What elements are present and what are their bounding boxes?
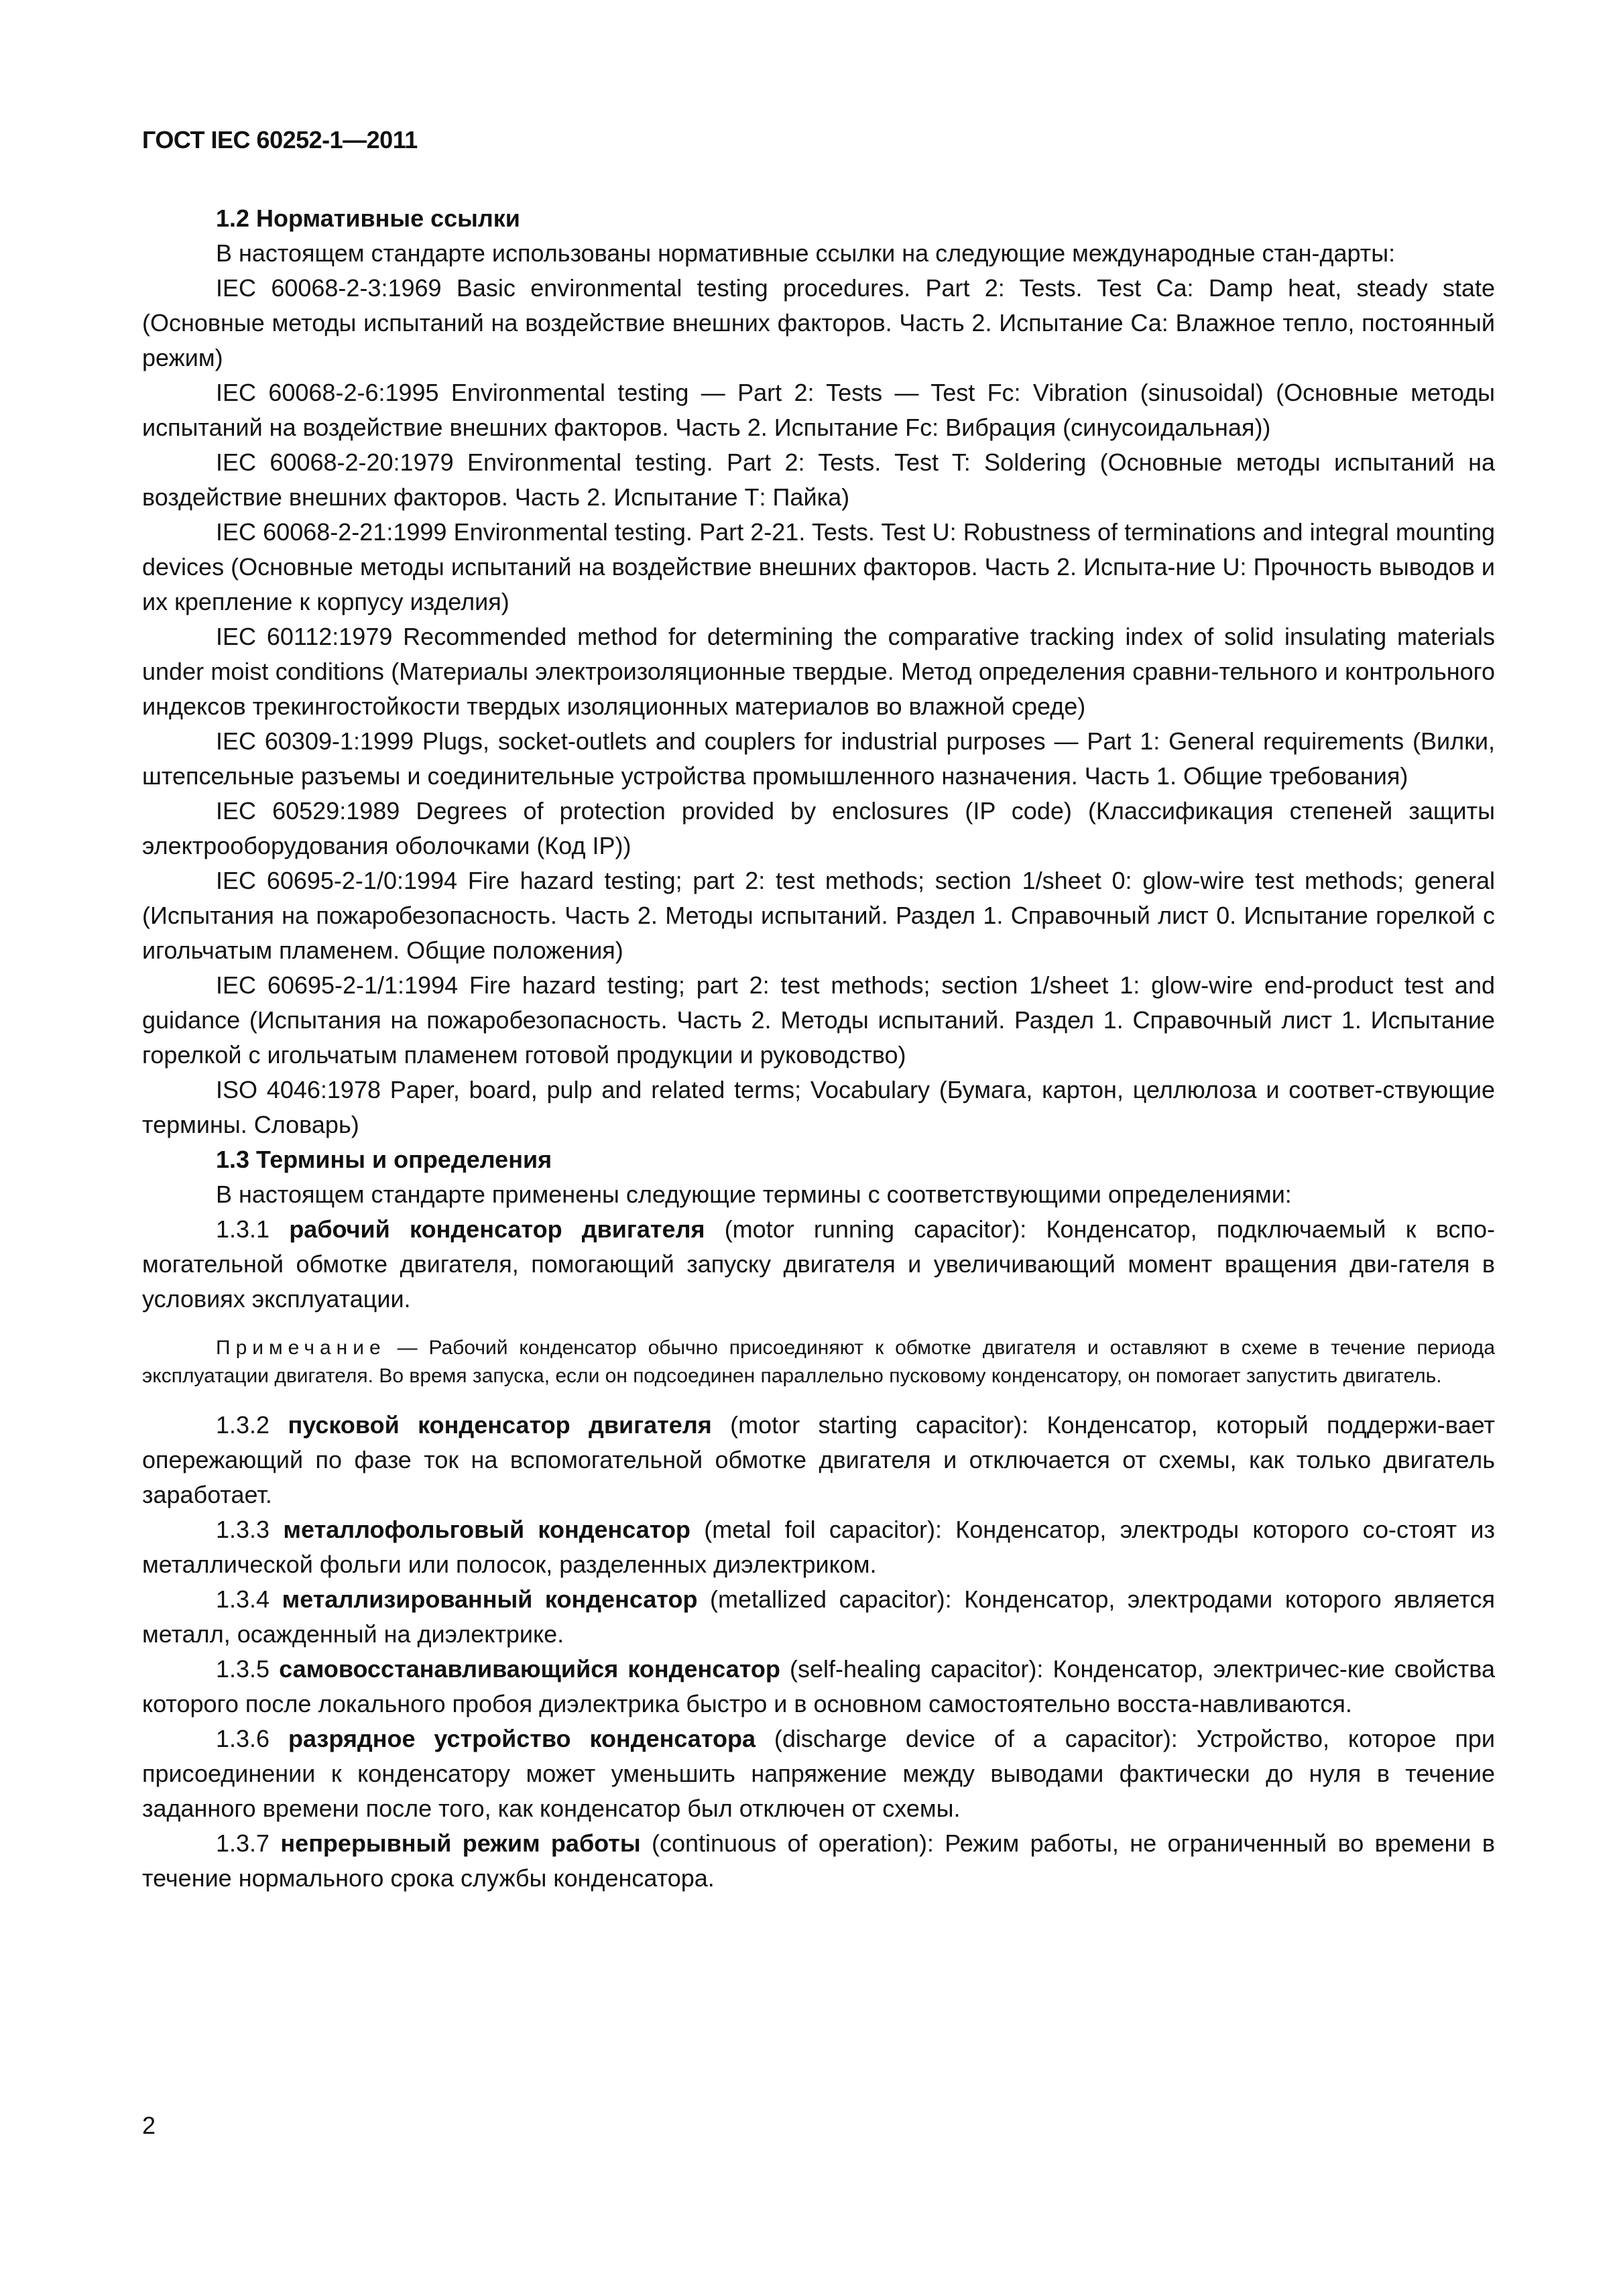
term-number: 1.3.6 [216,1725,270,1752]
term-name: самовосстанавливающийся конденсатор [279,1655,780,1683]
page-number: 2 [142,2112,156,2139]
term-definition [142,1408,1495,1512]
term-text: (motor starting capacitor): Конденсатор, который поддержи-вает опережающий по фазе ток на вспомогательной обмотке двигателя и отключается от схемы, как только двигатель заработает. [142,1411,1495,1508]
term-name: металлизированный конденсатор [282,1585,698,1613]
section-1-2-heading: 1.2 Нормативные ссылки [216,204,520,232]
term-definition [142,1512,1495,1582]
normative-reference: ISO 4046:1978 Paper, board, pulp and related terms; Vocabulary (Бумага, картон, целлюлоза и соответ-ствующие термины. Словарь) [142,1076,1495,1138]
normative-reference: IEC 60309-1:1999 Plugs, socket-outlets and couplers for industrial purposes — Part 1: General requirements (Вилки, штепсельные разъемы и соединительные устройства промышленного назначения. Часть 1. Общие требования) [142,727,1495,790]
normative-reference: IEC 60068-2-21:1999 Environmental testing. Part 2-21. Tests. Test U: Robustness of terminations and integral mounting devices (Основные методы испытаний на воздействие внешних факторов. Часть 2. Испыта-ние U: Прочность выводов и их крепление к корпусу изделия) [142,518,1495,615]
normative-reference: IEC 60068-2-3:1969 Basic environmental testing procedures. Part 2: Tests. Test Ca: Damp heat, steady state (Основные методы испытаний на воздействие внешних факторов. Часть 2. Испытание Са: Влажное тепло, постоянный режим) [142,274,1495,371]
term-name: рабочий конденсатор двигателя [289,1215,705,1243]
normative-reference: IEC 60068-2-20:1979 Environmental testing. Part 2: Tests. Test T: Soldering (Основные методы испытаний на воздействие внешних факторов. Часть 2. Испытание Т: Пайка) [142,448,1495,511]
term-number: 1.3.1 [216,1215,270,1243]
term-definition [142,1721,1495,1826]
term-name: металлофольговый конденсатор [283,1516,690,1543]
term-number: 1.3.3 [216,1516,270,1543]
term-number: 1.3.4 [216,1585,270,1613]
document-header-title: ГОСТ IEC 60252-1—2011 [142,126,418,154]
term-text: (continuous of operation): Режим работы, не ограниченный во времени в течение нормального срока службы конденсатора. [142,1829,1495,1892]
term-definition [142,1212,1495,1317]
term-definition [142,1652,1495,1721]
term-number: 1.3.5 [216,1655,270,1683]
term-text: (metal foil capacitor): Конденсатор, электроды которого со-стоят из металлической фольги или полосок, разделенных диэлектриком. [142,1516,1496,1578]
section-1-3-heading: 1.3 Термины и определения [216,1146,552,1173]
normative-reference: IEC 60529:1989 Degrees of protection provided by enclosures (IP code) (Классификация степеней защиты электрооборудования оболочками (Код IP)) [142,797,1495,859]
term-text: (motor running capacitor): Конденсатор, подключаемый к вспо-могательной обмотке двигателя, помогающий запуску двигателя и увеличивающий момент вращения дви-гателя в условиях эксплуатации. [142,1215,1495,1313]
normative-reference: IEC 60695-2-1/0:1994 Fire hazard testing; part 2: test methods; section 1/sheet 0: glow-wire test methods; general (Испытания на пожаробезопасность. Часть 2. Методы испытаний. Раздел 1. Справочный лист 0. Испытание горелкой с игольчатым пламенем. Общие положения) [142,867,1495,964]
term-text: (metallized capacitor): Конденсатор, электродами которого является металл, осажденный на диэлектрике. [142,1585,1495,1648]
term-name: пусковой конденсатор двигателя [288,1411,712,1439]
term-number: 1.3.7 [216,1829,270,1857]
normative-reference: IEC 60112:1979 Recommended method for determining the comparative tracking index of solid insulating materials under moist conditions (Материалы электроизоляционные твердые. Метод определения сравни-тельного и контрольного индексов трекингостойкости твердых изоляционных материалов во влажной среде) [142,623,1495,720]
normative-reference: IEC 60695-2-1/1:1994 Fire hazard testing; part 2: test methods; section 1/sheet 1: glow-wire end-product test and guidance (Испытания на пожаробезопасность. Часть 2. Методы испытаний. Раздел 1. Справочный лист 1. Испытание горелкой с игольчатым пламенем готовой продукции и руководство) [142,971,1495,1069]
term-definition [142,1582,1495,1652]
section-1-3-intro: В настоящем стандарте применены следующие термины с соответствующими определениями: [216,1181,1292,1208]
term-text: (discharge device of a capacitor): Устройство, которое при присоединении к конденсатору может уменьшить напряжение между выводами фактически до нуля в течение заданного времени после того, как конденсатор был отключен от схемы. [142,1725,1495,1822]
term-name: разрядное устройство конденсатора [288,1725,756,1752]
note-paragraph [142,1334,1495,1390]
normative-reference: IEC 60068-2-6:1995 Environmental testing — Part 2: Tests — Test Fc: Vibration (sinusoidal) (Основные методы испытаний на воздействие внешних факторов. Часть 2. Испытание Fc: Вибрация (синусоидальная)) [142,379,1495,441]
section-1-2-intro: В настоящем стандарте использованы нормативные ссылки на следующие международные стан-дарты: [216,239,1396,267]
term-definition [142,1826,1495,1896]
note-text: — Рабочий конденсатор обычно присоединяют к обмотке двигателя и оставляют в схеме в течение периода эксплуатации двигателя. Во время запуска, если он подсоединен параллельно пусковому конденсатору, он помогает запустить двигатель. [142,1337,1496,1387]
term-name: непрерывный режим работы [280,1829,641,1857]
note-label: Примечание [216,1337,386,1359]
term-text: (self-healing capacitor): Конденсатор, электричес-кие свойства которого после локального пробоя диэлектрика быстро и в основном самостоятельно восста-навливаются. [142,1655,1495,1717]
term-number: 1.3.2 [216,1411,270,1439]
document-body [142,201,1495,1896]
